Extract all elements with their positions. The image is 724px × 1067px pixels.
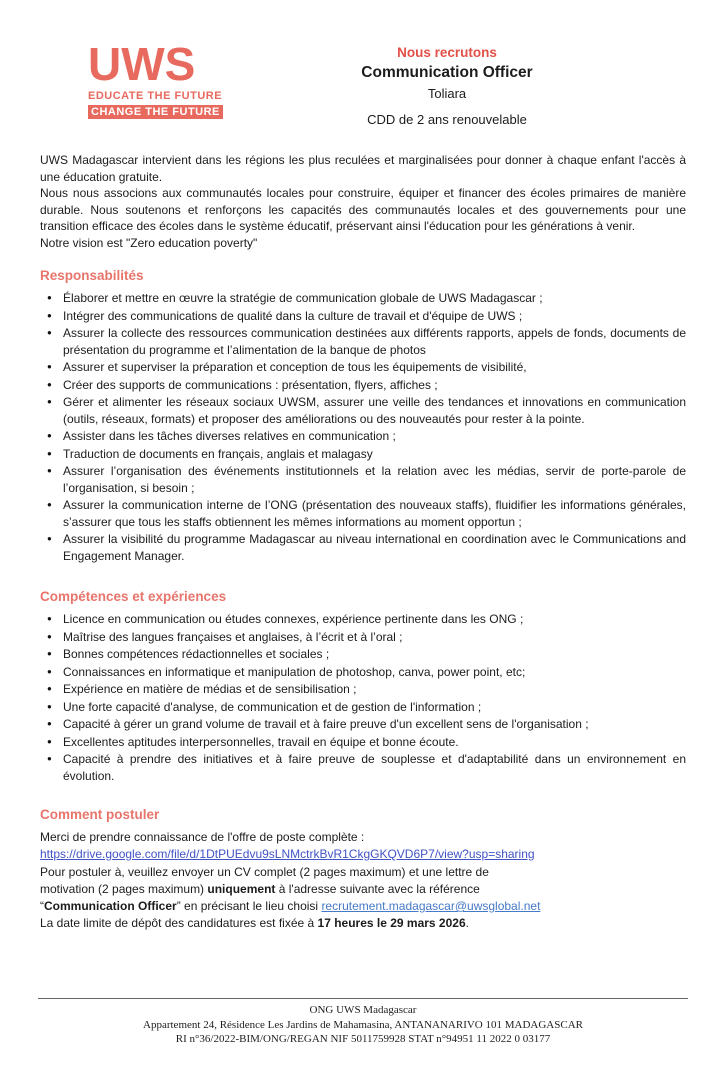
text-run: “ (40, 899, 44, 913)
footer-org-name: ONG UWS Madagascar (309, 1004, 417, 1016)
position-title: Communication Officer (361, 64, 533, 81)
email-link[interactable]: recrutement.madagascar@uwsglobal.net (321, 899, 541, 913)
logo-tagline-change: CHANGE THE FUTURE (88, 105, 223, 119)
bullet-item: ● Assurer la visibilité du programme Madagascar au niveau international en coordination avec le Communications and Engagement Manager. (40, 531, 686, 564)
bullet-item: ● Assurer l’organisation des événements institutionnels et la relation avec les médias, servir de porte-parole de l’organisation, si besoin ; (40, 463, 686, 496)
bullet-item: ● Traduction de documents en français, anglais et malagasy (40, 446, 686, 463)
responsibilities-list (40, 290, 686, 564)
bullet-item: ● Élaborer et mettre en œuvre la stratégie de communication globale de UWS Madagascar ; (40, 290, 686, 307)
text-run: La date limite de dépôt des candidatures est fixée à (40, 916, 318, 930)
drive-link-line (40, 846, 686, 863)
text-run: Communication Officer (44, 899, 177, 913)
job-title-block (238, 43, 686, 130)
bullet-item: ● Assurer la collecte des ressources communication destinées aux différents rapports, appels de fonds, documents de présentation du programme et l’alimentation de la banque de photos (40, 325, 686, 358)
logo-acronym: UWS (88, 38, 196, 90)
job-location: Toliara (427, 86, 467, 101)
skills-heading: Compétences et expériences (40, 589, 227, 604)
responsibilities-section (40, 267, 686, 564)
intro-paragraph-1: UWS Madagascar intervient dans les régions les plus reculées et marginalisées pour donner à chaque enfant l'accès à une éducation gratuite. (40, 153, 686, 184)
document-page (0, 38, 724, 1067)
bullet-item: ● Gérer et alimenter les réseaux sociaux UWSM, assurer une veille des tendances et innovations en communication (outils, réseaux, formats) et proposer des améliorations ou des nouveautés pour rester à la pointe. (40, 394, 686, 427)
intro-section (40, 152, 686, 251)
bullet-item: ● Assister dans les tâches diverses relatives en communication ; (40, 428, 686, 445)
text-run: uniquement (207, 882, 276, 896)
bullet-item: ● Intégrer des communications de qualité dans la culture de travail et d'équipe de UWS ; (40, 308, 686, 325)
skills-list (40, 611, 686, 784)
footer-address: Appartement 24, Résidence Les Jardins de Mahamasina, ANTANANARIVO 101 MADAGASCAR (143, 1018, 583, 1031)
apply-section (40, 806, 686, 932)
bullet-item: ● Maîtrise des langues françaises et anglaises, à l’écrit et à l’oral ; (40, 629, 686, 646)
skills-section (40, 588, 686, 784)
bullet-item: ● Licence en communication ou études connexes, expérience pertinente dans les ONG ; (40, 611, 686, 628)
bullet-item: ● Une forte capacité d'analyse, de communication et de gestion de l'information ; (40, 699, 686, 716)
bullet-item: ● Bonnes compétences rédactionnelles et sociales ; (40, 646, 686, 663)
bullet-item: ● Assurer et superviser la préparation et conception de tous les équipements de visibilité, (40, 359, 686, 376)
contract-type: CDD de 2 ans renouvelable (367, 112, 527, 127)
text-run: à l'adresse suivante avec la référence (275, 882, 480, 896)
document-header (40, 38, 686, 130)
responsibilities-heading: Responsabilités (40, 268, 144, 283)
apply-intro-line: Merci de prendre connaissance de l'offre de poste complète : (40, 830, 365, 844)
drive-link[interactable]: https://drive.google.com/file/d/1DtPUEdvu9sLNMctrkBvR1CkgGKQVD6P7/view?usp=sharing (40, 847, 535, 861)
text-run: . (465, 916, 469, 930)
bullet-item: ● Capacité à gérer un grand volume de travail et à faire preuve d'un excellent sens de l'organisation ; (40, 716, 686, 733)
bullet-item: ● Assurer la communication interne de l’ONG (présentation des nouveaux staffs), fluidifier les informations générales, s’assurer que tous les staffs obtiennent les mêmes informations au moment opportun ; (40, 497, 686, 530)
text-run: motivation (2 pages maximum) (40, 882, 208, 896)
bullet-item: ● Excellentes aptitudes interpersonnelles, travail en équipe et bonne écoute. (40, 734, 686, 751)
logo-tagline-educate: EDUCATE THE FUTURE (88, 89, 223, 102)
bullet-item: ● Capacité à prendre des initiatives et à faire preuve de souplesse et d'adaptabilité dans un environnement en évolution. (40, 751, 686, 784)
footer-registration: RI n°36/2022-BIM/ONG/REGAN NIF 5011759928 STAT n°94951 11 2022 0 03177 (175, 1033, 551, 1045)
text-run: ” en précisant le lieu choisi (176, 899, 322, 913)
text-run: Pour postuler à, veuillez envoyer un CV complet (2 pages maximum) et une lettre de (40, 865, 489, 879)
apply-instructions (40, 864, 686, 932)
bullet-item: ● Connaissances en informatique et manipulation de photoshop, canva, power point, etc; (40, 664, 686, 681)
apply-heading: Comment postuler (40, 807, 160, 822)
intro-paragraph-2: Nous nous associons aux communautés locales pour construire, équiper et financer des écoles primaires de manière durable. Nous soutenons et renforçons les capacités des communautés locales et des gouvernements pour une transition efficace des écoles dans le système éducatif, préservant ainsi l'éducation pour les générations à venir. (40, 186, 686, 233)
document-footer (38, 998, 688, 1047)
bullet-item: ● Expérience en matière de médias et de sensibilisation ; (40, 681, 686, 698)
intro-paragraph-3: Notre vision est "Zero education poverty" (40, 235, 258, 250)
recruiting-label: Nous recrutons (397, 45, 497, 60)
bullet-item: ● Créer des supports de communications : présentation, flyers, affiches ; (40, 377, 686, 394)
text-run: 17 heures le 29 mars 2026 (317, 916, 466, 930)
uws-logo (88, 38, 238, 120)
